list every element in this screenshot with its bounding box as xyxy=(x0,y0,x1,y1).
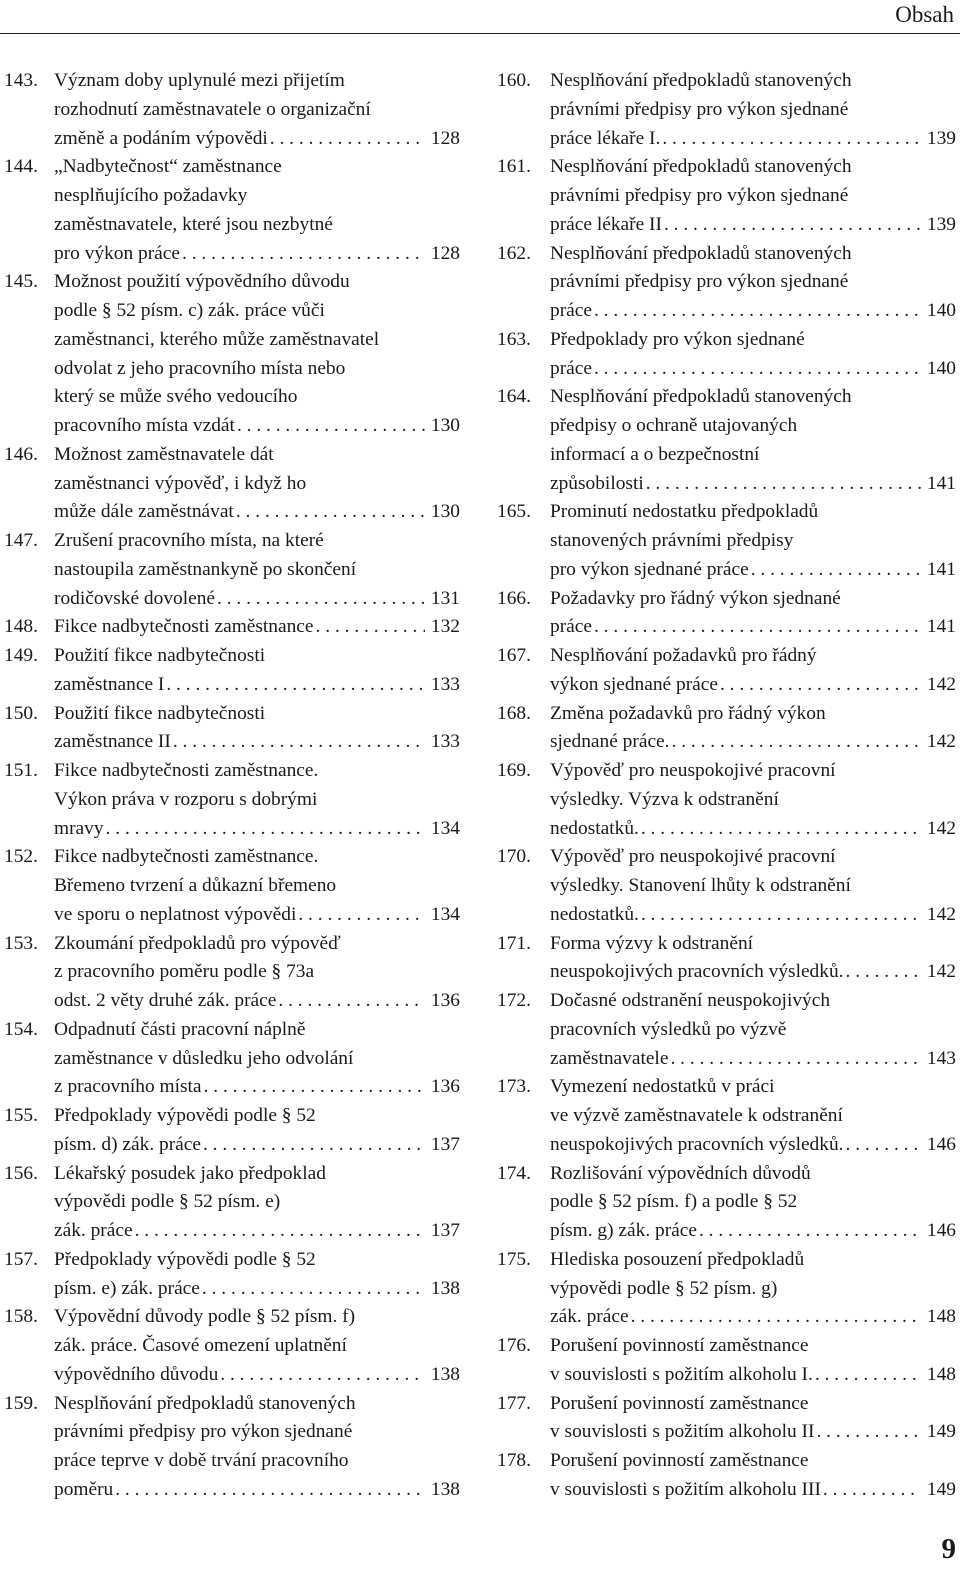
entry-title-line: zaměstnanci, kterého může zaměstnavatel xyxy=(54,328,380,350)
entry-page-number: 136 xyxy=(430,1076,460,1098)
toc-entry[interactable] xyxy=(4,1102,460,1160)
entry-title-line: Porušení povinností zaměstnance xyxy=(550,1392,809,1414)
entry-number: 144. xyxy=(4,156,38,178)
entry-title-line: Břemeno tvrzení a důkazní břemeno xyxy=(54,875,337,896)
entry-title-line: výsledky. Stanovení lhůty k odstranění xyxy=(550,875,851,896)
entry-number: 151. xyxy=(4,760,38,781)
entry-title-line: práce lékaře II xyxy=(550,213,662,235)
entry-page-number: 140 xyxy=(926,357,956,379)
entry-page-number: 142 xyxy=(926,817,956,839)
entry-title-line: Předpoklady pro výkon sjednané xyxy=(550,328,805,350)
entry-title-line: výpovědi podle § 52 písm. g) xyxy=(550,1277,778,1299)
entry-page-number: 128 xyxy=(430,242,460,264)
entry-title-line: zák. práce xyxy=(550,1306,629,1328)
entry-title-line: zák. práce. Časové omezení uplatnění xyxy=(54,1335,347,1356)
entry-page-number: 142 xyxy=(926,961,956,983)
toc-entry[interactable] xyxy=(4,1160,460,1246)
toc-entry[interactable] xyxy=(4,700,460,758)
dot-leader xyxy=(104,815,425,844)
entry-title-line: zaměstnance I xyxy=(54,673,165,695)
entry-title-line: podle § 52 písm. f) a podle § 52 xyxy=(550,1191,798,1213)
entry-page-number: 138 xyxy=(430,1363,460,1385)
dot-leader xyxy=(662,211,921,240)
entry-page-number: 137 xyxy=(430,1133,460,1155)
dot-leader xyxy=(660,125,921,154)
entry-number: 174. xyxy=(497,1162,531,1184)
entry-number: 147. xyxy=(4,530,38,551)
dot-leader xyxy=(268,125,425,154)
entry-title-line: způsobilosti xyxy=(550,472,644,494)
entry-page-number: 141 xyxy=(926,616,956,638)
dot-leader xyxy=(201,1131,425,1160)
dot-leader xyxy=(821,1476,921,1505)
entry-title-line: podle § 52 písm. c) zák. práce vůči xyxy=(54,300,325,321)
entry-page-number: 133 xyxy=(430,673,460,695)
entry-title-line: Fikce nadbytečnosti zaměstnance. xyxy=(54,760,319,781)
dot-leader xyxy=(639,901,921,930)
entry-title-line: neuspokojivých pracovních výsledků. xyxy=(550,1133,844,1155)
entry-title-line: výpovědi podle § 52 písm. e) xyxy=(54,1191,281,1213)
entry-number: 160. xyxy=(497,70,531,91)
entry-title-line: v souvislosti s požitím alkoholu II xyxy=(550,1421,815,1443)
entry-page-number: 139 xyxy=(926,213,956,235)
entry-title-line: zaměstnanci výpověď, i když ho xyxy=(54,472,307,494)
entry-title-line: z pracovního místa xyxy=(54,1076,202,1098)
entry-number: 168. xyxy=(497,702,531,724)
toc-entry[interactable] xyxy=(497,153,956,239)
entry-title-line: nedostatků. xyxy=(550,903,639,925)
entry-number: 166. xyxy=(497,587,531,609)
page-number: 9 xyxy=(941,1533,956,1565)
entry-number: 173. xyxy=(497,1076,531,1098)
toc-entry[interactable] xyxy=(4,613,460,642)
dot-leader xyxy=(276,987,425,1016)
entry-page-number: 136 xyxy=(430,990,460,1011)
entry-page-number: 134 xyxy=(430,817,460,839)
entry-title-line: odvolat z jeho pracovního místa nebo xyxy=(54,357,346,379)
dot-leader xyxy=(592,613,921,642)
entry-title-line: Fikce nadbytečnosti zaměstnance xyxy=(54,616,314,638)
dot-leader xyxy=(629,1303,921,1332)
toc-entry[interactable] xyxy=(4,268,460,441)
entry-title-line: Nesplňování předpokladů stanovených xyxy=(550,242,852,264)
entry-title-line: Význam doby uplynulé mezi přijetím xyxy=(54,70,345,91)
entry-title-line: Předpoklady výpovědi podle § 52 xyxy=(54,1105,316,1126)
dot-leader xyxy=(133,1217,425,1246)
entry-number: 146. xyxy=(4,443,38,465)
entry-page-number: 131 xyxy=(430,587,460,609)
entry-page-number: 142 xyxy=(926,903,956,925)
toc-entry[interactable] xyxy=(497,1073,956,1159)
toc-entry[interactable] xyxy=(4,930,460,1016)
entry-title-line: Odpadnutí části pracovní náplně xyxy=(54,1018,306,1040)
entry-title-line: písm. e) zák. práce xyxy=(54,1277,200,1299)
entry-title-line: práce xyxy=(550,616,592,638)
entry-title-line: právními předpisy pro výkon sjednané xyxy=(550,185,849,206)
entry-page-number: 149 xyxy=(926,1421,956,1443)
entry-page-number: 137 xyxy=(430,1220,460,1241)
entry-page-number: 148 xyxy=(926,1306,956,1328)
entry-page-number: 142 xyxy=(926,673,956,695)
toc-entry[interactable] xyxy=(497,642,956,700)
entry-page-number: 134 xyxy=(430,903,460,925)
entry-number: 163. xyxy=(497,328,531,350)
entry-title-line: zaměstnavatele, které jsou nezbytné xyxy=(54,213,333,235)
toc-entry[interactable] xyxy=(497,1246,956,1332)
toc-entry[interactable] xyxy=(4,1246,460,1304)
toc-entry[interactable] xyxy=(497,1332,956,1390)
entry-title-line: Nesplňování předpokladů stanovených xyxy=(550,70,852,91)
entry-page-number: 138 xyxy=(430,1478,460,1500)
entry-number: 158. xyxy=(4,1306,38,1328)
entry-title-line: zák. práce xyxy=(54,1220,133,1241)
entry-title-line: Nesplňování požadavků pro řádný xyxy=(550,645,817,666)
entry-number: 164. xyxy=(497,386,531,408)
entry-title-line: zaměstnance II xyxy=(54,731,171,753)
entry-title-line: právními předpisy pro výkon sjednané xyxy=(54,1421,353,1443)
toc-entry[interactable] xyxy=(4,1390,460,1505)
entry-title-line: Předpoklady výpovědi podle § 52 xyxy=(54,1248,316,1270)
entry-number: 165. xyxy=(497,501,531,523)
entry-number: 143. xyxy=(4,70,38,91)
entry-number: 156. xyxy=(4,1162,38,1184)
dot-leader xyxy=(639,815,921,844)
dot-leader xyxy=(749,556,921,585)
entry-title-line: změně a podáním výpovědi xyxy=(54,127,268,149)
entry-title-line: nesplňujícího požadavky xyxy=(54,185,248,206)
entry-title-line: výkon sjednané práce xyxy=(550,673,718,695)
entry-title-line: Použití fikce nadbytečnosti xyxy=(54,645,266,666)
entry-title-line: Rozlišování výpovědních důvodů xyxy=(550,1162,811,1184)
entry-number: 175. xyxy=(497,1248,531,1270)
entry-number: 150. xyxy=(4,702,38,724)
entry-title-line: „Nadbytečnost“ zaměstnance xyxy=(54,156,282,178)
entry-number: 152. xyxy=(4,846,38,868)
entry-title-line: Možnost zaměstnavatele dát xyxy=(54,443,274,465)
toc-entry[interactable] xyxy=(4,642,460,700)
entry-title-line: Nesplňování předpokladů stanovených xyxy=(550,156,852,178)
entry-title-line: výpovědního důvodu xyxy=(54,1363,219,1385)
entry-title-line: Výpověď pro neuspokojivé pracovní xyxy=(550,846,836,868)
entry-title-line: Fikce nadbytečnosti zaměstnance. xyxy=(54,846,319,868)
entry-title-line: neuspokojivých pracovních výsledků. xyxy=(550,961,844,983)
dot-leader xyxy=(215,585,425,614)
entry-title-line: rodičovské dovolené xyxy=(54,587,216,609)
entry-title-line: ve sporu o neplatnost výpovědi xyxy=(54,903,297,925)
dot-leader xyxy=(697,1217,921,1246)
entry-title-line: ve výzvě zaměstnavatele k odstranění xyxy=(550,1105,843,1126)
toc-column-right xyxy=(497,67,956,1505)
entry-title-line: písm. g) zák. práce xyxy=(550,1220,697,1241)
entry-number: 155. xyxy=(4,1105,38,1126)
entry-title-line: pro výkon práce xyxy=(54,242,180,264)
entry-title-line: práce teprve v době trvání pracovního xyxy=(54,1450,349,1471)
entry-title-line: který se může svého vedoucího xyxy=(54,386,298,408)
entry-title-line: práce lékaře I. xyxy=(550,127,661,149)
entry-number: 148. xyxy=(4,616,38,638)
toc-entry[interactable] xyxy=(497,843,956,929)
entry-title-line: předpisy o ochraně utajovaných xyxy=(550,415,798,436)
entry-title-line: Nesplňování předpokladů stanovených xyxy=(550,386,852,408)
entry-title-line: Vymezení nedostatků v práci xyxy=(550,1076,775,1098)
entry-title-line: informací a o bezpečnostní xyxy=(550,443,760,465)
entry-title-line: sjednané práce. xyxy=(550,731,670,753)
dot-leader xyxy=(218,1361,425,1390)
dot-leader xyxy=(234,498,425,527)
entry-title-line: Změna požadavků pro řádný výkon xyxy=(550,702,826,724)
entry-title-line: práce xyxy=(550,357,592,379)
entry-title-line: Hlediska posouzení předpokladů xyxy=(550,1248,805,1270)
entry-title-line: mravy xyxy=(54,817,104,839)
toc-column-left xyxy=(4,67,460,1505)
entry-title-line: Forma výzvy k odstranění xyxy=(550,932,754,954)
toc-entry[interactable] xyxy=(497,700,956,758)
dot-leader xyxy=(592,297,921,326)
entry-page-number: 143 xyxy=(926,1047,956,1069)
dot-leader xyxy=(814,1418,920,1447)
dot-leader xyxy=(171,728,425,757)
toc-entry[interactable] xyxy=(4,843,460,929)
entry-page-number: 130 xyxy=(430,501,460,523)
toc-entry[interactable] xyxy=(497,240,956,326)
toc-entry[interactable] xyxy=(497,383,956,498)
entry-number: 161. xyxy=(497,156,531,178)
entry-title-line: odst. 2 věty druhé zák. práce xyxy=(54,990,277,1011)
toc-entry[interactable] xyxy=(497,585,956,643)
entry-title-line: právními předpisy pro výkon sjednané xyxy=(550,98,849,120)
entry-title-line: Zrušení pracovního místa, na které xyxy=(54,530,324,551)
entry-page-number: 138 xyxy=(430,1277,460,1299)
dot-leader xyxy=(670,728,921,757)
entry-page-number: 128 xyxy=(430,127,460,149)
entry-number: 170. xyxy=(497,846,531,868)
entry-title-line: Dočasné odstranění neuspokojivých xyxy=(550,990,831,1011)
dot-leader xyxy=(164,671,425,700)
entry-page-number: 141 xyxy=(926,558,956,580)
entry-page-number: 133 xyxy=(430,731,460,753)
dot-leader xyxy=(200,1275,425,1304)
entry-title-line: výsledky. Výzva k odstranění xyxy=(550,788,779,810)
entry-title-line: Porušení povinností zaměstnance xyxy=(550,1450,809,1471)
toc-entry[interactable] xyxy=(4,527,460,613)
dot-leader xyxy=(844,1131,921,1160)
entry-title-line: Lékařský posudek jako předpoklad xyxy=(54,1162,326,1184)
dot-leader xyxy=(113,1476,425,1505)
toc-entry[interactable] xyxy=(497,67,956,153)
entry-title-line: Prominutí nedostatku předpokladů xyxy=(550,501,819,523)
toc-entry[interactable] xyxy=(497,326,956,384)
entry-title-line: práce xyxy=(550,300,592,321)
toc-entry[interactable] xyxy=(4,1303,460,1389)
entry-title-line: zaměstnavatele xyxy=(550,1047,669,1069)
entry-number: 162. xyxy=(497,242,531,264)
entry-number: 171. xyxy=(497,932,531,954)
entry-title-line: pracovního místa vzdát xyxy=(54,415,235,436)
dot-leader xyxy=(202,1073,425,1102)
toc-entry[interactable] xyxy=(4,1016,460,1102)
entry-title-line: písm. d) zák. práce xyxy=(54,1133,201,1155)
dot-leader xyxy=(668,1045,920,1074)
entry-title-line: poměru xyxy=(54,1478,114,1500)
entry-title-line: Výpověď pro neuspokojivé pracovní xyxy=(550,760,836,781)
entry-number: 153. xyxy=(4,932,38,954)
entry-page-number: 139 xyxy=(926,127,956,149)
entry-title-line: nastoupila zaměstnankyně po skončení xyxy=(54,558,357,580)
toc-entry[interactable] xyxy=(4,153,460,268)
toc-entry[interactable] xyxy=(4,441,460,527)
dot-leader xyxy=(813,1361,921,1390)
dot-leader xyxy=(592,355,921,384)
entry-title-line: stanovených právními předpisy xyxy=(550,530,794,551)
entry-number: 169. xyxy=(497,760,531,781)
toc-entry[interactable] xyxy=(497,930,956,988)
entry-number: 145. xyxy=(4,271,38,293)
toc-entry[interactable] xyxy=(497,1390,956,1448)
entry-page-number: 142 xyxy=(926,731,956,753)
entry-number: 176. xyxy=(497,1335,531,1356)
entry-title-line: Možnost použití výpovědního důvodu xyxy=(54,271,350,293)
entry-title-line: Nesplňování předpokladů stanovených xyxy=(54,1392,356,1414)
entry-page-number: 141 xyxy=(926,472,956,494)
entry-title-line: může dále zaměstnávat xyxy=(54,501,234,523)
entry-number: 154. xyxy=(4,1018,38,1040)
toc-entry[interactable] xyxy=(497,987,956,1073)
entry-number: 172. xyxy=(497,990,531,1011)
entry-number: 167. xyxy=(497,645,531,666)
entry-title-line: právními předpisy pro výkon sjednané xyxy=(550,271,849,293)
entry-title-line: Výpovědní důvody podle § 52 písm. f) xyxy=(54,1306,356,1328)
entry-number: 157. xyxy=(4,1248,38,1270)
entry-number: 159. xyxy=(4,1392,38,1414)
entry-title-line: v souvislosti s požitím alkoholu I. xyxy=(550,1363,813,1385)
toc-entry[interactable] xyxy=(497,498,956,584)
entry-number: 177. xyxy=(497,1392,531,1414)
toc-entry[interactable] xyxy=(4,67,460,153)
entry-title-line: rozhodnutí zaměstnavatele o organizační xyxy=(54,98,371,120)
running-header-title: Obsah xyxy=(895,2,954,27)
entry-title-line: Porušení povinností zaměstnance xyxy=(550,1335,809,1356)
dot-leader xyxy=(644,470,921,499)
entry-number: 149. xyxy=(4,645,38,666)
entry-title-line: pracovních výsledků po výzvě xyxy=(550,1018,787,1040)
dot-leader xyxy=(844,958,921,987)
toc-entry[interactable] xyxy=(497,757,956,843)
entry-title-line: Použití fikce nadbytečnosti xyxy=(54,702,266,724)
toc-entry[interactable] xyxy=(497,1160,956,1246)
dot-leader xyxy=(296,901,425,930)
entry-page-number: 149 xyxy=(926,1478,956,1500)
toc-entry[interactable] xyxy=(497,1447,956,1505)
header-rule xyxy=(0,33,960,34)
entry-page-number: 130 xyxy=(430,415,460,436)
dot-leader xyxy=(314,613,425,642)
entry-title-line: Výkon práva v rozporu s dobrými xyxy=(54,788,318,810)
entry-number: 178. xyxy=(497,1450,531,1471)
entry-title-line: zaměstnance v důsledku jeho odvolání xyxy=(54,1047,354,1069)
toc-entry[interactable] xyxy=(4,757,460,843)
entry-page-number: 132 xyxy=(430,616,460,638)
dot-leader xyxy=(180,240,425,269)
entry-title-line: pro výkon sjednané práce xyxy=(550,558,749,580)
entry-page-number: 146 xyxy=(926,1133,956,1155)
entry-title-line: nedostatků. xyxy=(550,817,639,839)
entry-title-line: Požadavky pro řádný výkon sjednané xyxy=(550,587,841,609)
dot-leader xyxy=(235,412,425,441)
entry-page-number: 146 xyxy=(926,1220,956,1241)
entry-title-line: z pracovního poměru podle § 73a xyxy=(54,961,315,983)
entry-page-number: 148 xyxy=(926,1363,956,1385)
entry-title-line: v souvislosti s požitím alkoholu III xyxy=(550,1478,821,1500)
entry-title-line: Zkoumání předpokladů pro výpověď xyxy=(54,932,341,954)
entry-page-number: 140 xyxy=(926,300,956,321)
dot-leader xyxy=(718,671,921,700)
